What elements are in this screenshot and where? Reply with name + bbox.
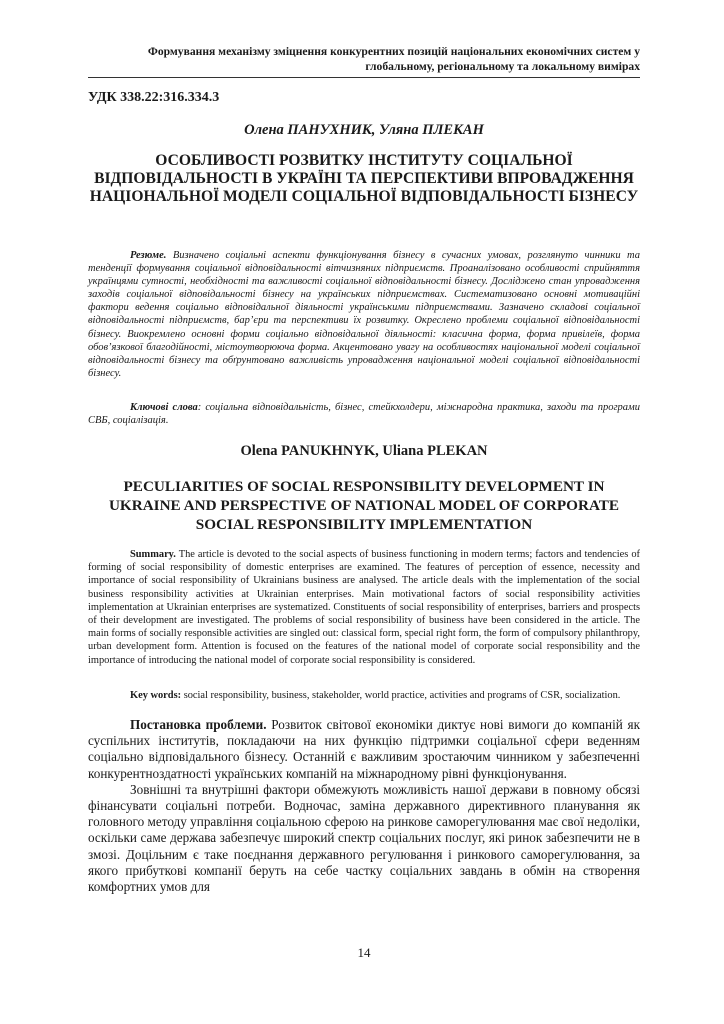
- keywords-english-text: social responsibility, business, stakeholder, world practice, activities and programs of CSR, socialization.: [181, 690, 621, 701]
- authors-english: Olena PANUKHNYK, Uliana PLEKAN: [240, 443, 488, 459]
- abstract-ukrainian: [88, 249, 640, 380]
- abstract-english-label: Summary.: [130, 549, 176, 560]
- title-english: PECULIARITIES OF SOCIAL RESPONSIBILITY DEVELOPMENT IN UKRAINE AND PERSPECTIVE OF NATIONAL MODEL OF CORPORATE SOCIAL RESPONSIBILITY IMPLEMENTATION: [108, 478, 620, 533]
- keywords-english: [88, 689, 640, 702]
- keywords-ukrainian: [88, 401, 640, 427]
- paper-page: [88, 0, 640, 1024]
- body-paragraph: [88, 717, 640, 782]
- page-number: 14: [357, 945, 371, 960]
- authors-ukrainian: Олена ПАНУХНИК, Уляна ПЛЕКАН: [244, 122, 484, 138]
- abstract-ukrainian-text: Визначено соціальні аспекти функціонування бізнесу в сучасних умовах, розглянуто чинники та тенденції формування соціальної відповідальності вітчизняних підприємств. Проаналізовано особливості сприйняття українцями сутності, необхідності та важливості соціальної відповідальності бізнесу. Досліджено стан упровадження заходів соціальної відповідальності бізнесу на українських підприємствах. Систематизовано основні мотиваційні фактори ведення соціально відповідальної діяльності українськими підприємствами. Зазначено складові соціальної відповідальності підприємств, бар’єри та перспективи їх розвитку. Окреслено проблеми соціальної відповідальності бізнесу. Виокремлено основні форми соціально відповідальної діяльності: класична форма, форма привілеїв, форма обов’язкової благодійності, містоутворююча форма. Акцентовано увагу на особливостях національної моделі соціальної відповідальності бізнесу та обґрунтовано важливість упровадження національної моделі соціальної відповідальності бізнесу.: [88, 250, 640, 379]
- keywords-ukrainian-text: : соціальна відповідальність, бізнес, стейкхолдери, міжнародна практика, заходи та програми СВБ, соціалізація.: [88, 402, 641, 427]
- section-heading-problem-statement: Постановка проблеми.: [130, 717, 267, 732]
- body-text: [88, 717, 640, 895]
- abstract-ukrainian-label: Резюме.: [130, 250, 167, 261]
- keywords-ukrainian-label: Ключові слова: [130, 402, 198, 413]
- abstract-english-text: The article is devoted to the social aspects of business functioning in modern terms; factors and tendencies of forming of social responsibility of domestic enterprises are examined. The features of perception of essence, necessity and importance of social responsibility of Ukrainians business are analysed. The article deals with the implementation of the social business responsibility activities at Ukrainian enterprises. Main motivational factors of social responsibility activities implementation at Ukrainian enterprises are systematized. Constituents of social responsibility of enterprises, barriers and prospects of their development are investigated. The problems of social responsibility of business have been considered in the article. The main forms of socially responsible activities are singled out: classical form, special right form, the form of compulsory philanthropy, urban development form. Attention is focused on the features of the national model of corporate social responsibility and the importance of introducing the national model of corporate social responsibility is considered.: [88, 549, 640, 666]
- udc-code: УДК 338.22:316.334.3: [88, 90, 220, 105]
- keywords-english-label: Key words:: [130, 690, 182, 701]
- body-paragraph-2: Зовнішні та внутрішні фактори обмежують можливість нашої держави в повному обсязі фінансувати соціальні потреби. Водночас, заміна державного директивного планування як головного методу управління соціальною сферою на ринкове саморегулювання має свої недоліки, оскільки саме держава забезпечує широкий спектр соціальних послуг, які ринок забезпечити не в змозі. Доцільним є таке поєднання державного регулювання і ринкового саморегулювання, за якого прибуткові компанії беруть на себе частку соціальних завдань в обмін на створення комфортних умов для: [88, 781, 640, 895]
- title-ukrainian: ОСОБЛИВОСТІ РОЗВИТКУ ІНСТИТУТУ СОЦІАЛЬНОЇ ВІДПОВІДАЛЬНОСТІ В УКРАЇНІ ТА ПЕРСПЕКТИВИ ВПРОВАДЖЕННЯ НАЦІОНАЛЬНОЇ МОДЕЛІ СОЦІАЛЬНОЇ ВІДПОВІДАЛЬНОСТІ БІЗНЕСУ: [89, 152, 639, 205]
- body-paragraph-1-text: Розвиток світової економіки диктує нові вимоги до компаній як суспільних інститутів, покладаючи на них функцію підтримки соціальної сфери веденням соціально відповідального бізнесу. Останній є важливим зростаючим чинником у забезпеченні конкурентноздатності українських компаній на міжнародному рівні функціонування.: [88, 717, 640, 781]
- running-head: Формування механізму зміцнення конкурентних позицій національних економічних систем у глобальному, регіональному та локальному вимірах: [88, 44, 640, 78]
- abstract-english: [88, 548, 640, 667]
